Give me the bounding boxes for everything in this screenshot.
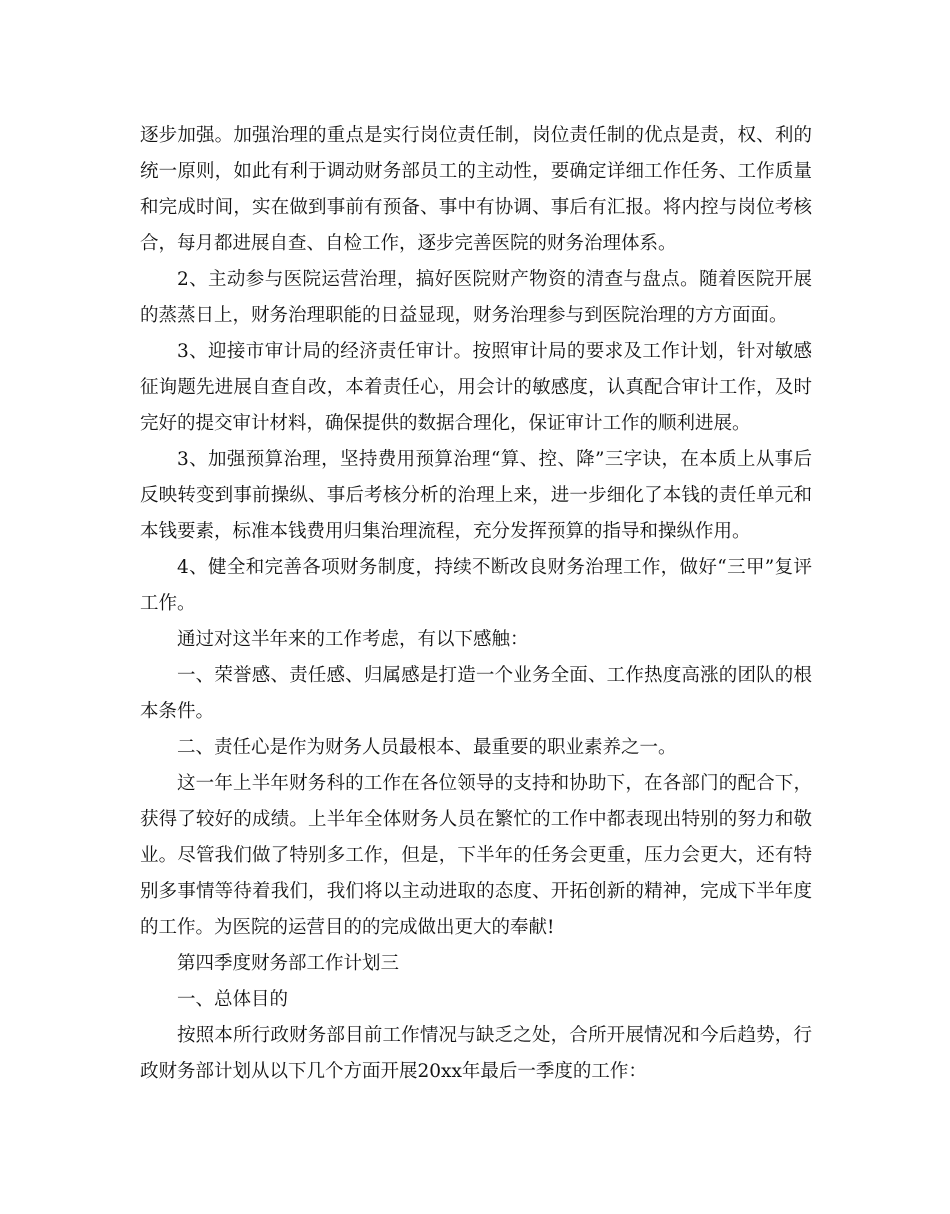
paragraph-plan: 按照本所行政财务部目前工作情况与缺乏之处，合所开展情况和今后趋势，行政财务部计划从以下几个方面开展20xx年最后一季度的工作： xyxy=(140,1025,812,1082)
paragraph-item-3-budget: 3、加强预算治理，坚持费用预算治理“算、控、降”三字诀，在本质上从事后反映转变到事前操纵、事后考核分析的治理上来，进一步细化了本钱的责任单元和本钱要素，标准本钱费用归集治理流程，充分发挥预算的指导和操纵作用。 xyxy=(140,449,812,542)
paragraph-reflection-two: 二、责任心是作为财务人员最根本、最重要的职业素养之一。 xyxy=(177,737,677,758)
paragraph-item-3-audit: 3、迎接市审计局的经济责任审计。按照审计局的要求及工作计划，针对敏感征询题先进展自查自改，本着责任心，用会计的敏感度，认真配合审计工作，及时完好的提交审计材料，确保提供的数据合理化，保证审计工作的顺利进展。 xyxy=(140,341,812,434)
paragraph-continuation: 逐步加强。加强治理的重点是实行岗位责任制，岗位责任制的优点是责，权、利的统一原则，如此有利于调动财务部员工的主动性，要确定详细工作任务、工作质量和完成时间，实在做到事前有预备、事中有协调、事后有汇报。将内控与岗位考核合，每月都进展自查、自检工作，逐步完善医院的财务治理体系。 xyxy=(140,125,812,254)
section-heading: 第四季度财务部工作计划三 xyxy=(177,953,400,974)
paragraph-reflection-intro: 通过对这半年来的工作考虑，有以下感触： xyxy=(177,629,529,650)
document-body xyxy=(140,118,812,1090)
paragraph-summary: 这一年上半年财务科的工作在各位领导的支持和协助下，在各部门的配合下，获得了较好的成绩。上半年全体财务人员在繁忙的工作中都表现出特别的努力和敬业。尽管我们做了特别多工作，但是，下半年的任务会更重，压力会更大，还有特别多事情等待着我们，我们将以主动进取的态度、开拓创新的精神，完成下半年度的工作。为医院的运营目的的完成做出更大的奉献! xyxy=(140,773,812,938)
paragraph-item-4: 4、健全和完善各项财务制度，持续不断改良财务治理工作，做好“三甲”复评工作。 xyxy=(140,557,812,614)
subsection-heading: 一、总体目的 xyxy=(177,989,289,1010)
paragraph-item-2: 2、主动参与医院运营治理，搞好医院财产物资的清查与盘点。随着医院开展的蒸蒸日上，财务治理职能的日益显现，财务治理参与到医院治理的方方面面。 xyxy=(140,269,812,326)
paragraph-reflection-one: 一、荣誉感、责任感、归属感是打造一个业务全面、工作热度高涨的团队的根本条件。 xyxy=(140,665,812,722)
